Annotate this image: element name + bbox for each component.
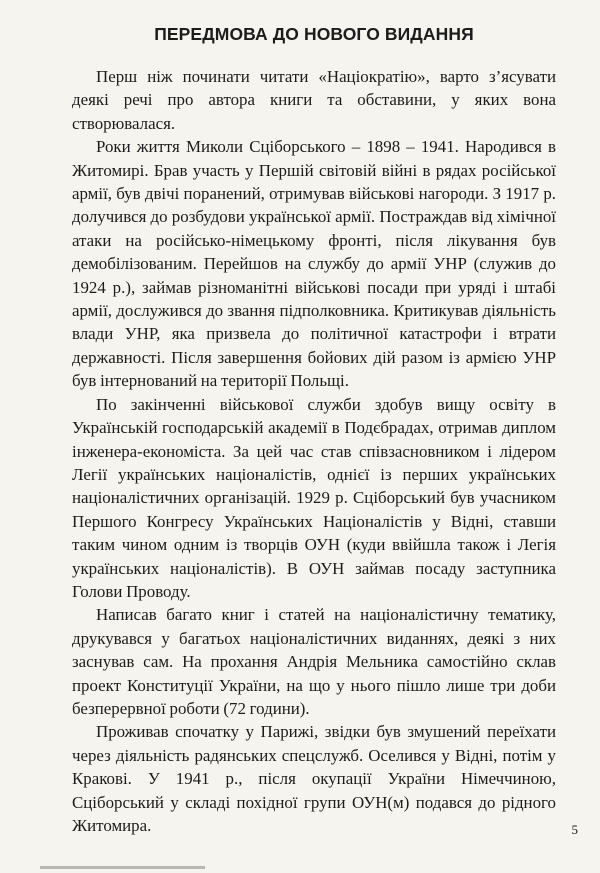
paragraph-intro: Перш ніж починати читати «Націократію», варто з’ясувати деякі речі про автора книги та обставини, у яких вона створювалася. (72, 67, 556, 133)
paragraph-biography: Роки життя Миколи Сціборського – 1898 – 1941. Народився в Житомирі. Брав участь у Першій світовій війні в рядах російської армії, був двічі поранений, отримував військові нагороди. З 1917 р. долучився до розбудови української армії. Постраждав від хімічної атаки на російсько-німецькому фронті, після лікування був демобілізованим. Перейшов на службу до армії УНР (служив до 1924 р.), займав різноманітні військові посади при уряді і штабі армії, дослужився до звання підполковника. Критикував діяльність влади УНР, яка призвела до політичної катастрофи і втрати державності. Після завершення бойових дій разом із армією УНР був інтернований на території Польщі. (72, 137, 556, 391)
paragraph-writings: Написав багато книг і статей на націоналістичну тематику, друкувався у багатьох націоналістичних виданнях, деякі з них заснував сам. На прохання Андрія Мельника самостійно склав проект Конституції України, на що у нього пішло лише три доби безперервної роботи (72 години). (72, 605, 556, 718)
paragraph-education: По закінченні військової служби здобув вищу освіту в Українській господарській академії в Подєбрадах, отримав диплом інженера-економіста. За цей час став співзасновником і лідером Легії українських націоналістів, однієї із перших українських націоналістичних організацій. 1929 р. Сціборський був учасником Першого Конгресу Українських Націоналістів у Відні, ставши таким чином одним із творців ОУН (куди ввійшла також і Легія українських націоналістів). В ОУН займав посаду заступника Голови Проводу. (72, 394, 556, 601)
bottom-edge-shadow (40, 866, 205, 869)
paragraph-residence: Проживав спочатку у Парижі, звідки був змушений переїхати через діяльність радянських спецслужб. Оселився у Відні, потім у Кракові. У 1941 р., після окупації України Німеччиною, Сціборський у складі похідної групи ОУН(м) подався до рідного Житомира. (72, 722, 556, 835)
page-title: ПЕРЕДМОВА ДО НОВОГО ВИДАННЯ (154, 24, 474, 44)
body-text (72, 65, 556, 837)
page-number: 5 (571, 822, 578, 837)
